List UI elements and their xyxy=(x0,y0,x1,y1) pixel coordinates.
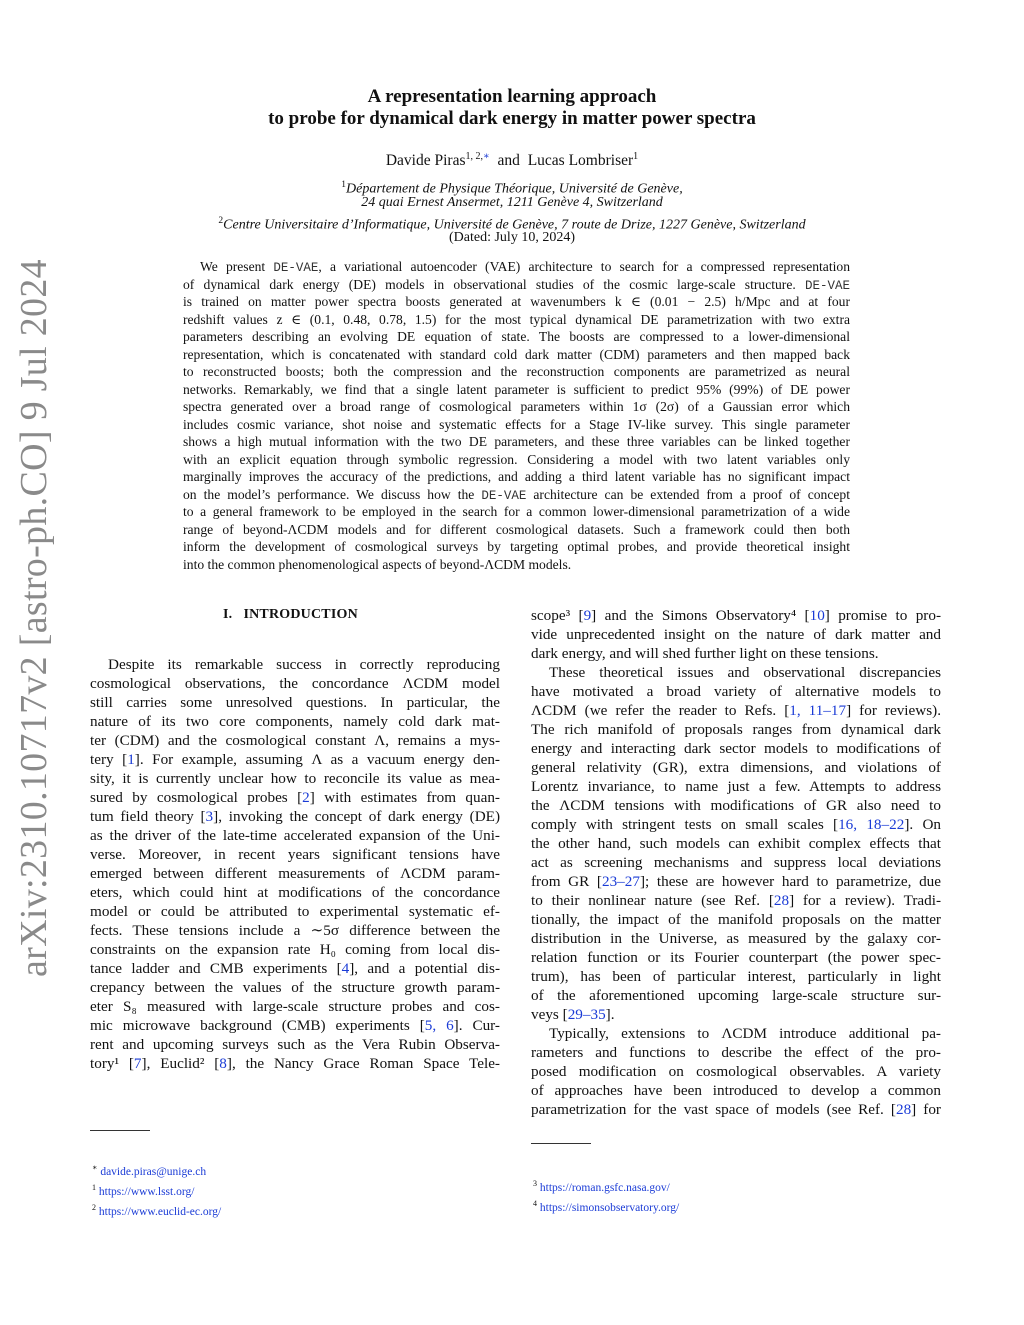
text-line: dark energy, and will shed further light on these tensions. xyxy=(531,645,879,662)
text-line: act as screening mechanisms and suppress local deviations xyxy=(531,854,941,871)
text-line: nature of its two core components, namely cold dark mat- xyxy=(90,713,500,730)
citation-link[interactable]: [7] xyxy=(128,1055,147,1072)
author-conjunction: and xyxy=(497,152,520,170)
section-title: INTRODUCTION xyxy=(243,607,358,622)
text-line: verse. Moreover, in recent years significant tensions have xyxy=(90,846,500,863)
text-line: relation function or its Fourier counterpart (the power spec- xyxy=(531,949,941,966)
footnote-link[interactable]: https://roman.gsfc.nasa.gov/ xyxy=(537,1181,670,1194)
text-line: Typically, extensions to ΛCDM introduce additional pa- xyxy=(549,1025,941,1042)
affiliation-mark: 1 xyxy=(341,180,347,190)
text-line: tery [1]. For example, assuming Λ as a vacuum energy den- xyxy=(90,751,500,768)
text-line: to their nonlinear nature (see Ref. [28] for a review). Tradi- xyxy=(531,892,942,909)
text-line: posed modification on cosmological observables. A variety xyxy=(531,1063,941,1080)
footnote-link[interactable]: https://simonsobservatory.org/ xyxy=(537,1201,680,1214)
footnote-link[interactable]: davide.piras@unige.ch xyxy=(97,1165,207,1178)
text-line: rameters and functions to describe the effect of the pro- xyxy=(531,1044,941,1061)
author-list xyxy=(0,151,1024,170)
abstract-line: spectra generated over a broad range of cosmological parameters within 1σ (2σ) of a Gaussian error which xyxy=(183,399,850,414)
footnote-mark: ∗ xyxy=(92,1163,98,1172)
abstract-line: includes cosmic variance, shot noise and systematic effects for a Stage IV-like survey. This single parameter xyxy=(183,416,850,432)
text-line: from GR [23–27]; these are however hard to parametrize, due xyxy=(531,873,941,890)
text-line: eter S₈ measured with large-scale structure probes and cos- xyxy=(90,998,500,1015)
citation-link[interactable]: [28] xyxy=(768,892,795,909)
footnote-link[interactable]: https://www.euclid-ec.org/ xyxy=(96,1205,222,1218)
section-heading xyxy=(223,607,358,623)
text-line: Lorentz invariance, to name just a few. Attempts to address xyxy=(531,778,941,795)
author-affiliation-mark: 1 xyxy=(633,151,639,162)
footnote xyxy=(92,1180,221,1200)
footnote xyxy=(92,1160,221,1180)
citation-link[interactable]: [16, 18–22] xyxy=(833,816,910,833)
abstract-line: range of beyond-ΛCDM models and for different cosmological datasets. Such a framework could then both xyxy=(183,521,850,537)
text-line: have motivated a broad variety of alternative models to xyxy=(531,683,941,700)
footnote-mark: 1 xyxy=(92,1182,96,1192)
footnote-mark: 2 xyxy=(92,1202,96,1212)
footnotes-right xyxy=(533,1176,679,1216)
text-line: The rich manifold of proposals ranges from dynamical dark xyxy=(531,721,941,738)
code-token: DE-VAE xyxy=(481,488,527,503)
footnote xyxy=(533,1176,679,1196)
footnote-rule xyxy=(90,1130,150,1131)
text-line: comply with stringent tests on small scales [16, 18–22]. On xyxy=(531,816,942,833)
abstract-line: parameters describing an evolving DE equation of state. The boosts are compressed to a lower-dimensional xyxy=(183,329,850,344)
citation-link[interactable]: [3] xyxy=(200,808,219,825)
abstract xyxy=(183,258,850,573)
text-line: of the aforementioned upcoming large-scale structure sur- xyxy=(531,987,941,1004)
text-line: sured by cosmological probes [2] with estimates from quan- xyxy=(90,789,500,806)
author-name: Lucas Lombriser xyxy=(527,152,634,170)
affiliation-text: Département de Physique Théorique, Université de Genève, xyxy=(346,181,683,197)
text-line: scope³ [9] and the Simons Observatory⁴ [10] promise to pro- xyxy=(531,607,942,624)
footnote-mark: 4 xyxy=(533,1198,537,1208)
text-line: ΛCDM (we refer the reader to Refs. [1, 11–17] for reviews). xyxy=(531,702,941,719)
footnote-rule xyxy=(531,1143,591,1144)
abstract-line: representation, which is concatenated with standard cold dark matter (CDM) parameters and then mapped back xyxy=(183,346,850,362)
citation-link[interactable]: [5, 6] xyxy=(419,1017,459,1034)
citation-link[interactable]: [2] xyxy=(297,789,315,806)
citation-link[interactable]: [4] xyxy=(336,960,355,977)
text-line: emerged between different measurements of ΛCDM param- xyxy=(90,865,500,882)
text-line: sity, it is currently unclear how to reconcile its value as mea- xyxy=(90,770,500,787)
footnote xyxy=(92,1200,221,1220)
text-line: the ΛCDM tensions with modifications of GR also need to xyxy=(531,797,941,814)
text-line: tum field theory [3], invoking the concept of dark energy (DE) xyxy=(90,808,500,825)
abstract-line: is trained on matter power spectra boosts generated at wavenumbers k ∈ (0.01 − 2.5) h/Mpc and at four xyxy=(183,294,850,309)
citation-link[interactable]: [28] xyxy=(890,1101,917,1118)
section-number: I. xyxy=(223,607,233,622)
abstract-line: networks. Remarkably, we find that a single latent parameter is sufficient to predict 95% (99%) of DE power xyxy=(183,381,850,397)
title-line-2: to probe for dynamical dark energy in matter power spectra xyxy=(268,108,756,129)
citation-link[interactable]: [1, 11–17] xyxy=(784,702,852,719)
abstract-line: We present DE-VAE, a variational autoencoder (VAE) architecture to search for a compressed representation xyxy=(200,259,850,275)
abstract-line: redshift values z ∈ (0.1, 0.48, 0.78, 1.5) for the most typical dynamical DE parametrization with two extra xyxy=(183,311,850,327)
text-line: still carries some unresolved questions. In particular, the xyxy=(90,694,500,711)
title-line-1: A representation learning approach xyxy=(367,86,657,107)
paper-title xyxy=(0,86,1024,130)
citation-link[interactable]: [23–27] xyxy=(596,873,646,890)
text-line: crepancy between the values of the structure growth param- xyxy=(90,979,500,996)
abstract-line: of dynamical dark energy (DE) models in observational studies of the cosmic large-scale structure. DE-VAE xyxy=(183,276,850,293)
text-line: veys [29–35]. xyxy=(531,1006,615,1023)
code-token: DE-VAE xyxy=(804,278,850,293)
footnote-link[interactable]: https://www.lsst.org/ xyxy=(96,1185,195,1198)
citation-link[interactable]: [1] xyxy=(122,751,140,768)
left-column xyxy=(90,655,500,1073)
affiliation-text: 24 quai Ernest Ansermet, 1211 Genève 4, Switzerland xyxy=(361,195,663,210)
text-line: ter (CDM) and the cosmological constant Λ, remains a mys- xyxy=(90,732,500,749)
abstract-line: to a general framework to be employed in the search for a common lower-dimensional parametrization of a wide xyxy=(183,504,850,519)
footnote xyxy=(533,1196,679,1216)
footnotes-left xyxy=(92,1160,221,1219)
arxiv-stamp: arXiv:2310.10717v2 [astro-ph.CO] 9 Jul 2024 xyxy=(13,259,55,977)
code-token: DE-VAE xyxy=(273,261,319,275)
text-line: cosmological observations, the concordance ΛCDM model xyxy=(90,675,500,692)
text-line: vide unprecedented insight on the nature of dark matter and xyxy=(531,626,941,643)
citation-link[interactable]: [10] xyxy=(804,607,830,624)
abstract-line: into the common phenomenological aspects of beyond-ΛCDM models. xyxy=(183,556,572,572)
abstract-line: on the model’s performance. We discuss how the DE-VAE architecture can be extended from a proof of concept xyxy=(183,486,850,503)
affiliation-1-address xyxy=(0,194,1024,212)
text-line: model or could be attributed to experimental systematic ef- xyxy=(90,903,500,920)
text-line: fects. These tensions include a ∼5σ difference between the xyxy=(90,922,500,939)
citation-link[interactable]: [8] xyxy=(214,1055,232,1072)
text-line: constraints on the expansion rate H₀ coming from local dis- xyxy=(90,941,500,958)
text-line: general relativity (GR), extra dimensions, and violations of xyxy=(531,759,941,776)
text-line: distribution in the Universe, as measured by the galaxy cor- xyxy=(531,930,941,947)
text-line: eters, which could hint at modifications of the concordance xyxy=(90,884,500,901)
abstract-line: marginally improves the accuracy of the predictions, and adding a third latent variable has no significant impact xyxy=(183,469,850,484)
text-line: mic microwave background (CMB) experiments [5, 6]. Cur- xyxy=(90,1017,500,1034)
abstract-line: to reconstructed boosts; both the compression and the reconstruction components are parametrized as neural xyxy=(183,364,850,379)
author-name: Davide Piras xyxy=(385,152,466,170)
text-line: Despite its remarkable success in correctly reproducing xyxy=(108,656,500,673)
abstract-line: shows a high mutual information with the two DE parameters, and these three variables can be linked together xyxy=(183,434,850,449)
text-line: tory¹ [7], Euclid² [8], the Nancy Grace Roman Space Tele- xyxy=(90,1055,500,1072)
citation-link[interactable]: [9] xyxy=(578,607,597,624)
text-line: the other hand, such models can exhibit complex effects that xyxy=(531,835,941,852)
text-line: rent and upcoming surveys such as the Vera Rubin Observa- xyxy=(90,1036,500,1053)
right-column xyxy=(531,606,941,1119)
text-line: parametrization for the vast space of models (see Ref. [28] for xyxy=(531,1101,941,1118)
abstract-line: with an explicit equation through symbolic regression. Considering a model with two latent variables only xyxy=(183,451,850,467)
affiliation-mark: 2 xyxy=(218,216,224,226)
text-line: trum), has been of particular interest, particularly in light xyxy=(531,968,941,985)
text-line: tionally, the impact of the manifold proposals on the matter xyxy=(531,911,941,928)
affiliation-text: Centre Universitaire d’Informatique, Université de Genève, 7 route de Drize, 1227 Genève, Switzerland xyxy=(223,217,806,233)
abstract-line: inform the development of cosmological surveys by targeting optimal probes, and provide theoretical insight xyxy=(183,539,850,554)
footnote-mark: 3 xyxy=(533,1179,537,1188)
text-line: tance ladder and CMB experiments [4], and a potential dis- xyxy=(90,960,500,977)
text-line: energy and interacting dark sector models to modifications of xyxy=(531,740,941,757)
text-line: of approaches have been introduced to develop a common xyxy=(531,1082,941,1099)
corresponding-author-link[interactable]: ∗ xyxy=(483,151,490,162)
citation-link[interactable]: [29–35] xyxy=(562,1006,611,1023)
author-affiliation-mark: 1, 2, xyxy=(465,151,483,162)
text-line: These theoretical issues and observational discrepancies xyxy=(549,664,941,681)
text-line: as the driver of the late-time accelerated expansion of the Uni- xyxy=(90,827,500,844)
dated-line: (Dated: July 10, 2024) xyxy=(449,230,575,245)
